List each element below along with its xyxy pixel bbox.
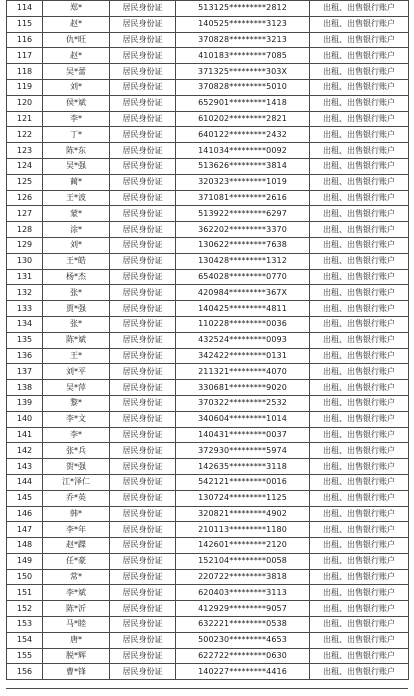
records-table — [6, 0, 409, 680]
cell-reason: 出租、出售银行账户 — [310, 285, 409, 301]
cell-reason: 出租、出售银行账户 — [310, 411, 409, 427]
cell-serial-number: 135 — [7, 332, 43, 348]
cell-id-type: 居民身份证 — [110, 16, 176, 32]
cell-serial-number: 136 — [7, 348, 43, 364]
cell-id-number: 500230*********4653 — [176, 632, 310, 648]
cell-person-name: 贺*强 — [43, 459, 110, 475]
cell-id-number: 420984*********367X — [176, 285, 310, 301]
cell-reason: 出租、出售银行账户 — [310, 222, 409, 238]
cell-person-name: 李*文 — [43, 411, 110, 427]
cell-reason: 出租、出售银行账户 — [310, 79, 409, 95]
cell-reason: 出租、出售银行账户 — [310, 237, 409, 253]
cell-id-type: 居民身份证 — [110, 285, 176, 301]
table-row — [7, 427, 409, 443]
cell-id-type: 居民身份证 — [110, 222, 176, 238]
cell-id-type: 居民身份证 — [110, 617, 176, 633]
cell-reason: 出租、出售银行账户 — [310, 301, 409, 317]
cell-id-number: 370828*********3213 — [176, 32, 310, 48]
table-row — [7, 648, 409, 664]
table-row — [7, 158, 409, 174]
cell-id-number: 412929*********9057 — [176, 601, 310, 617]
cell-id-type: 居民身份证 — [110, 269, 176, 285]
cell-person-name: 蔺* — [43, 174, 110, 190]
cell-id-type: 居民身份证 — [110, 111, 176, 127]
cell-serial-number: 125 — [7, 174, 43, 190]
cell-id-number: 320821*********4902 — [176, 506, 310, 522]
cell-id-number: 622722*********0630 — [176, 648, 310, 664]
table-row — [7, 617, 409, 633]
cell-serial-number: 142 — [7, 443, 43, 459]
cell-id-number: 362202*********3370 — [176, 222, 310, 238]
cell-person-name: 涂* — [43, 222, 110, 238]
cell-reason: 出租、出售银行账户 — [310, 1, 409, 17]
cell-reason: 出租、出售银行账户 — [310, 632, 409, 648]
cell-id-number: 340604*********1014 — [176, 411, 310, 427]
cell-reason: 出租、出售银行账户 — [310, 459, 409, 475]
cell-reason: 出租、出售银行账户 — [310, 16, 409, 32]
cell-id-type: 居民身份证 — [110, 664, 176, 680]
table-row — [7, 16, 409, 32]
cell-serial-number: 146 — [7, 506, 43, 522]
cell-person-name: 张*兵 — [43, 443, 110, 459]
cell-reason: 出租、出售银行账户 — [310, 364, 409, 380]
cell-id-number: 370828*********5010 — [176, 79, 310, 95]
cell-reason: 出租、出售银行账户 — [310, 427, 409, 443]
cell-id-number: 513626*********3814 — [176, 158, 310, 174]
table-row — [7, 506, 409, 522]
cell-serial-number: 153 — [7, 617, 43, 633]
cell-reason: 出租、出售银行账户 — [310, 64, 409, 80]
table-row — [7, 190, 409, 206]
cell-id-type: 居民身份证 — [110, 411, 176, 427]
cell-serial-number: 116 — [7, 32, 43, 48]
cell-id-type: 居民身份证 — [110, 64, 176, 80]
table-row — [7, 490, 409, 506]
cell-id-number: 620403*********3113 — [176, 585, 310, 601]
cell-id-number: 432524*********0093 — [176, 332, 310, 348]
table-row — [7, 664, 409, 680]
table-row — [7, 632, 409, 648]
cell-reason: 出租、出售银行账户 — [310, 522, 409, 538]
cell-person-name: 赵* — [43, 16, 110, 32]
cell-person-name: 陈*沂 — [43, 601, 110, 617]
records-sheet — [6, 0, 408, 680]
cell-reason: 出租、出售银行账户 — [310, 617, 409, 633]
cell-id-number: 410183*********7085 — [176, 48, 310, 64]
cell-serial-number: 154 — [7, 632, 43, 648]
cell-person-name: 仇*旺 — [43, 32, 110, 48]
table-row — [7, 459, 409, 475]
cell-id-type: 居民身份证 — [110, 474, 176, 490]
cell-id-number: 211321*********4070 — [176, 364, 310, 380]
table-row — [7, 474, 409, 490]
table-row — [7, 411, 409, 427]
cell-person-name: 常* — [43, 569, 110, 585]
table-row — [7, 143, 409, 159]
cell-id-type: 居民身份证 — [110, 158, 176, 174]
cell-serial-number: 148 — [7, 538, 43, 554]
table-row — [7, 585, 409, 601]
cell-id-number: 632221*********0538 — [176, 617, 310, 633]
cell-id-type: 居民身份证 — [110, 427, 176, 443]
cell-serial-number: 127 — [7, 206, 43, 222]
cell-id-type: 居民身份证 — [110, 459, 176, 475]
cell-id-number: 513922*********6297 — [176, 206, 310, 222]
cell-person-name: 马*睦 — [43, 617, 110, 633]
cell-id-type: 居民身份证 — [110, 127, 176, 143]
table-row — [7, 380, 409, 396]
cell-person-name: 乔*英 — [43, 490, 110, 506]
cell-serial-number: 133 — [7, 301, 43, 317]
cell-reason: 出租、出售银行账户 — [310, 127, 409, 143]
table-row — [7, 364, 409, 380]
cell-id-type: 居民身份证 — [110, 237, 176, 253]
cell-person-name: 脱*辉 — [43, 648, 110, 664]
cell-serial-number: 156 — [7, 664, 43, 680]
cell-id-type: 居民身份证 — [110, 32, 176, 48]
table-row — [7, 95, 409, 111]
cell-reason: 出租、出售银行账户 — [310, 206, 409, 222]
cell-serial-number: 128 — [7, 222, 43, 238]
cell-id-type: 居民身份证 — [110, 395, 176, 411]
cell-id-type: 居民身份证 — [110, 522, 176, 538]
table-row — [7, 253, 409, 269]
cell-id-type: 居民身份证 — [110, 143, 176, 159]
cell-reason: 出租、出售银行账户 — [310, 32, 409, 48]
table-row — [7, 569, 409, 585]
cell-serial-number: 137 — [7, 364, 43, 380]
cell-reason: 出租、出售银行账户 — [310, 474, 409, 490]
cell-id-type: 居民身份证 — [110, 253, 176, 269]
cell-id-type: 居民身份证 — [110, 316, 176, 332]
cell-serial-number: 131 — [7, 269, 43, 285]
cell-id-number: 140525*********3123 — [176, 16, 310, 32]
cell-id-type: 居民身份证 — [110, 601, 176, 617]
cell-id-type: 居民身份证 — [110, 348, 176, 364]
cell-person-name: 王*皓 — [43, 253, 110, 269]
table-row — [7, 443, 409, 459]
cell-serial-number: 147 — [7, 522, 43, 538]
cell-id-type: 居民身份证 — [110, 585, 176, 601]
cell-id-number: 342422*********0131 — [176, 348, 310, 364]
cell-person-name: 赵*蹀 — [43, 538, 110, 554]
cell-reason: 出租、出售银行账户 — [310, 316, 409, 332]
cell-reason: 出租、出售银行账户 — [310, 490, 409, 506]
cell-id-number: 130724*********1125 — [176, 490, 310, 506]
cell-serial-number: 145 — [7, 490, 43, 506]
cell-person-name: 张* — [43, 316, 110, 332]
cell-serial-number: 149 — [7, 553, 43, 569]
cell-serial-number: 150 — [7, 569, 43, 585]
cell-person-name: 蒙* — [43, 206, 110, 222]
cell-id-number: 640122*********2432 — [176, 127, 310, 143]
cell-id-number: 140425*********4811 — [176, 301, 310, 317]
cell-serial-number: 132 — [7, 285, 43, 301]
cell-serial-number: 140 — [7, 411, 43, 427]
cell-reason: 出租、出售银行账户 — [310, 158, 409, 174]
cell-serial-number: 144 — [7, 474, 43, 490]
cell-serial-number: 155 — [7, 648, 43, 664]
table-row — [7, 553, 409, 569]
cell-reason: 出租、出售银行账户 — [310, 48, 409, 64]
cell-reason: 出租、出售银行账户 — [310, 664, 409, 680]
cell-id-number: 130622*********7638 — [176, 237, 310, 253]
cell-reason: 出租、出售银行账户 — [310, 111, 409, 127]
cell-reason: 出租、出售银行账户 — [310, 601, 409, 617]
table-row — [7, 48, 409, 64]
cell-id-number: 210113*********1180 — [176, 522, 310, 538]
cell-reason: 出租、出售银行账户 — [310, 569, 409, 585]
table-row — [7, 332, 409, 348]
cell-serial-number: 117 — [7, 48, 43, 64]
cell-serial-number: 114 — [7, 1, 43, 17]
table-row — [7, 395, 409, 411]
table-row — [7, 237, 409, 253]
cell-reason: 出租、出售银行账户 — [310, 553, 409, 569]
cell-id-number: 372930*********5974 — [176, 443, 310, 459]
table-row — [7, 301, 409, 317]
cell-person-name: 李* — [43, 111, 110, 127]
cell-reason: 出租、出售银行账户 — [310, 143, 409, 159]
cell-id-type: 居民身份证 — [110, 632, 176, 648]
records-table-body — [7, 1, 409, 680]
cell-id-type: 居民身份证 — [110, 648, 176, 664]
cell-reason: 出租、出售银行账户 — [310, 538, 409, 554]
cell-person-name: 陈*斌 — [43, 332, 110, 348]
table-row — [7, 269, 409, 285]
cell-serial-number: 134 — [7, 316, 43, 332]
cell-person-name: 唐* — [43, 632, 110, 648]
cell-id-number: 142601*********2120 — [176, 538, 310, 554]
cell-serial-number: 122 — [7, 127, 43, 143]
cell-reason: 出租、出售银行账户 — [310, 648, 409, 664]
cell-reason: 出租、出售银行账户 — [310, 269, 409, 285]
cell-id-number: 513125*********2812 — [176, 1, 310, 17]
table-row — [7, 174, 409, 190]
cell-serial-number: 121 — [7, 111, 43, 127]
cell-id-type: 居民身份证 — [110, 95, 176, 111]
cell-person-name: 曹*锋 — [43, 664, 110, 680]
table-row — [7, 127, 409, 143]
cell-person-name: 李* — [43, 427, 110, 443]
cell-id-type: 居民身份证 — [110, 174, 176, 190]
cell-serial-number: 138 — [7, 380, 43, 396]
cell-serial-number: 119 — [7, 79, 43, 95]
cell-id-type: 居民身份证 — [110, 506, 176, 522]
cell-serial-number: 129 — [7, 237, 43, 253]
cell-reason: 出租、出售银行账户 — [310, 174, 409, 190]
cell-person-name: 郑* — [43, 1, 110, 17]
cell-person-name: 吴*蕾 — [43, 64, 110, 80]
cell-id-type: 居民身份证 — [110, 1, 176, 17]
cell-id-number: 610202*********2821 — [176, 111, 310, 127]
cell-reason: 出租、出售银行账户 — [310, 95, 409, 111]
cell-id-number: 654028*********0770 — [176, 269, 310, 285]
cell-serial-number: 126 — [7, 190, 43, 206]
cell-person-name: 杨*杰 — [43, 269, 110, 285]
cell-id-number: 152104*********0058 — [176, 553, 310, 569]
cell-person-name: 王* — [43, 348, 110, 364]
table-row — [7, 285, 409, 301]
table-row — [7, 522, 409, 538]
cell-id-number: 140431*********0037 — [176, 427, 310, 443]
table-row — [7, 316, 409, 332]
cell-serial-number: 143 — [7, 459, 43, 475]
table-row — [7, 206, 409, 222]
cell-id-type: 居民身份证 — [110, 301, 176, 317]
cell-id-number: 542121*********0016 — [176, 474, 310, 490]
cell-person-name: 江*泽仁 — [43, 474, 110, 490]
cell-serial-number: 115 — [7, 16, 43, 32]
cell-id-number: 140227*********4416 — [176, 664, 310, 680]
cell-id-number: 220722*********3818 — [176, 569, 310, 585]
cell-serial-number: 120 — [7, 95, 43, 111]
cell-id-number: 371325*********303X — [176, 64, 310, 80]
cell-id-type: 居民身份证 — [110, 490, 176, 506]
cell-person-name: 刘* — [43, 79, 110, 95]
cell-serial-number: 151 — [7, 585, 43, 601]
cell-id-type: 居民身份证 — [110, 538, 176, 554]
cell-id-type: 居民身份证 — [110, 48, 176, 64]
cell-reason: 出租、出售银行账户 — [310, 395, 409, 411]
cell-id-number: 652901*********1418 — [176, 95, 310, 111]
cell-id-number: 371081*********2616 — [176, 190, 310, 206]
cell-id-type: 居民身份证 — [110, 380, 176, 396]
cell-id-type: 居民身份证 — [110, 364, 176, 380]
cell-serial-number: 139 — [7, 395, 43, 411]
cell-person-name: 李*年 — [43, 522, 110, 538]
cell-person-name: 刘*平 — [43, 364, 110, 380]
table-row — [7, 111, 409, 127]
cell-person-name: 丁* — [43, 127, 110, 143]
cell-id-type: 居民身份证 — [110, 569, 176, 585]
table-row — [7, 79, 409, 95]
cell-person-name: 张* — [43, 285, 110, 301]
cell-reason: 出租、出售银行账户 — [310, 585, 409, 601]
table-row — [7, 32, 409, 48]
cell-serial-number: 123 — [7, 143, 43, 159]
cell-id-type: 居民身份证 — [110, 332, 176, 348]
cell-person-name: 李*斌 — [43, 585, 110, 601]
cell-serial-number: 141 — [7, 427, 43, 443]
cell-id-number: 110228*********0036 — [176, 316, 310, 332]
cell-person-name: 王*波 — [43, 190, 110, 206]
cell-person-name: 吴*萍 — [43, 380, 110, 396]
cell-reason: 出租、出售银行账户 — [310, 253, 409, 269]
cell-serial-number: 130 — [7, 253, 43, 269]
cell-person-name: 贾*强 — [43, 301, 110, 317]
table-row — [7, 222, 409, 238]
cell-reason: 出租、出售银行账户 — [310, 190, 409, 206]
cell-id-type: 居民身份证 — [110, 190, 176, 206]
table-row — [7, 1, 409, 17]
cell-id-number: 130428*********1312 — [176, 253, 310, 269]
cell-id-type: 居民身份证 — [110, 443, 176, 459]
cell-person-name: 陈*东 — [43, 143, 110, 159]
cell-person-name: 任*豪 — [43, 553, 110, 569]
table-row — [7, 348, 409, 364]
cell-reason: 出租、出售银行账户 — [310, 443, 409, 459]
cell-reason: 出租、出售银行账户 — [310, 506, 409, 522]
cell-id-type: 居民身份证 — [110, 79, 176, 95]
table-row — [7, 538, 409, 554]
cell-person-name: 侯*斌 — [43, 95, 110, 111]
cell-reason: 出租、出售银行账户 — [310, 332, 409, 348]
cell-serial-number: 152 — [7, 601, 43, 617]
cell-id-number: 330681*********9020 — [176, 380, 310, 396]
cell-serial-number: 124 — [7, 158, 43, 174]
cell-serial-number: 118 — [7, 64, 43, 80]
cell-reason: 出租、出售银行账户 — [310, 348, 409, 364]
table-row — [7, 64, 409, 80]
cell-person-name: 黎* — [43, 395, 110, 411]
cell-person-name: 韩* — [43, 506, 110, 522]
cell-id-number: 320323*********1019 — [176, 174, 310, 190]
cell-person-name: 刘* — [43, 237, 110, 253]
cell-id-number: 142635*********3118 — [176, 459, 310, 475]
cell-id-number: 141034*********0092 — [176, 143, 310, 159]
cell-reason: 出租、出售银行账户 — [310, 380, 409, 396]
cell-id-type: 居民身份证 — [110, 206, 176, 222]
cell-person-name: 赵* — [43, 48, 110, 64]
table-row — [7, 601, 409, 617]
cell-id-type: 居民身份证 — [110, 553, 176, 569]
cell-person-name: 吴*强 — [43, 158, 110, 174]
cell-id-number: 370322*********2532 — [176, 395, 310, 411]
